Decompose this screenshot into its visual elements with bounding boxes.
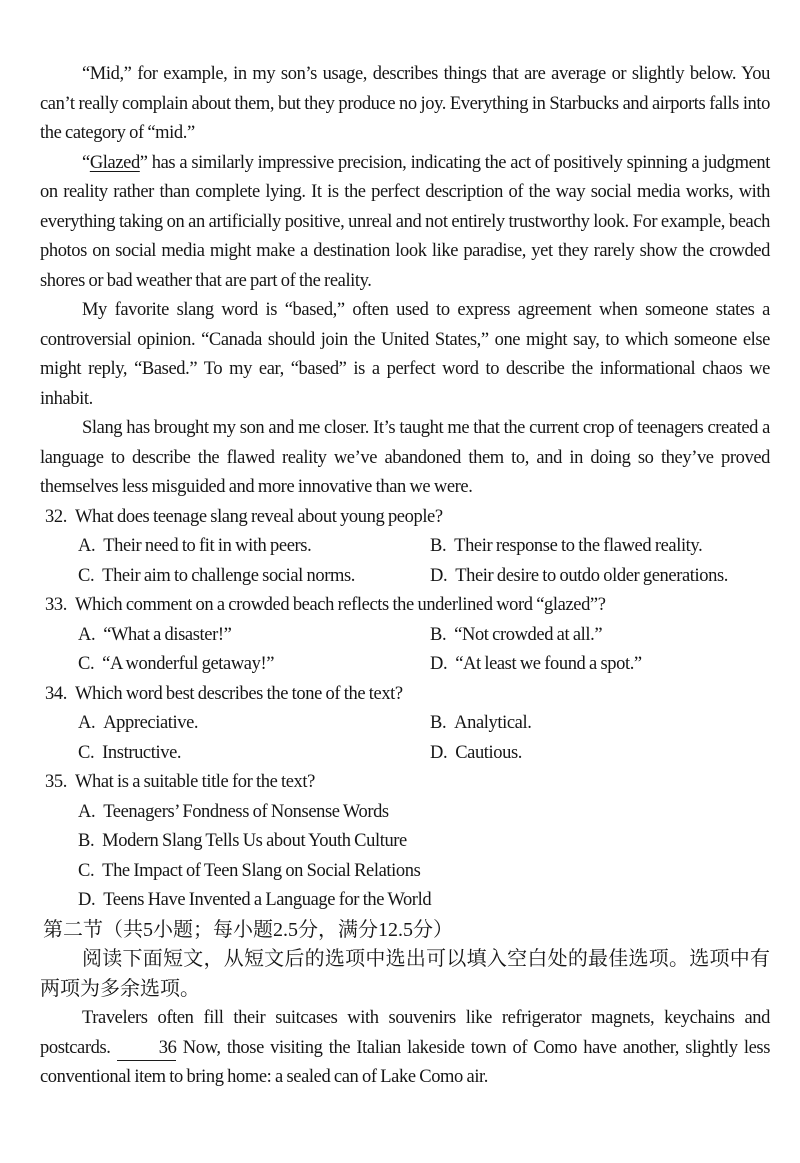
- paragraph-before-blank: Travelers often fill their suitcases with souvenirs like refrigerator magnets, keychains and postcards.: [40, 1008, 770, 1058]
- option-35-d: D. Teens Have Invented a Language for the World: [78, 890, 432, 910]
- question-32-number: 32.: [45, 506, 67, 527]
- passage-paragraph-1: “Mid,” for example, in my son’s usage, describes things that are average or slightly below. You can’t really complain about them, but they produce no joy. Everything in Starbucks and airports falls into the category of “mid.”: [40, 64, 770, 143]
- passage-paragraph-4: Slang has brought my son and me closer. It’s taught me that the current crop of teenagers created a language to describe the flawed reality we’ve abandoned them to, and in doing so they’ve proved themselves less misguided and more innovative than we were.: [40, 418, 770, 497]
- quote-open: “: [82, 152, 90, 173]
- option-34-a: A. Appreciative.: [78, 713, 199, 733]
- question-34: [40, 680, 770, 769]
- option-33-b: B. “Not crowded at all.”: [430, 624, 603, 645]
- question-33-stem: [45, 591, 770, 621]
- question-34-text: Which word best describes the tone of the text?: [74, 683, 403, 704]
- question-33: [40, 591, 770, 680]
- paragraph-after-blank: Now, those visiting the Italian lakeside town of Como have another, slightly less conventional item to bring home: a sealed can of Lake Como air.: [40, 1037, 770, 1087]
- blank-36: 36: [117, 1036, 177, 1061]
- passage-paragraph-3: My favorite slang word is “based,” often used to express agreement when someone states a controversial opinion. “Canada should join the United States,” one might say, to which someone else might reply, “Based.” To my ear, “based” is a perfect word to describe the informational chaos we inhabit.: [40, 300, 770, 409]
- option-35-c: C. The Impact of Teen Slang on Social Relations: [78, 860, 421, 881]
- section-2-paragraph: [40, 1004, 770, 1093]
- question-35: [40, 768, 770, 916]
- option-34-d: D. Cautious.: [430, 742, 522, 763]
- paragraph-2-body: ” has a similarly impressive precision, indicating the act of positively spinning a judgment on reality rather than complete lying. It is the perfect description of the way social media works, with everything taking on an artificially positive, unreal and not entirely trustworthy look. For example, beach photos on social media might make a destination look like paradise, yet they rarely show the crowded shores or bad weather that are part of the reality.: [40, 152, 770, 291]
- question-35-stem: [45, 768, 770, 798]
- passage-paragraph-2: [40, 149, 770, 297]
- section-2: [40, 916, 770, 1093]
- question-32-text: What does teenage slang reveal about young people?: [74, 506, 443, 527]
- option-33-a: A. “What a disaster!”: [78, 624, 232, 645]
- question-32-stem: [45, 503, 770, 533]
- option-34-c: C. Instructive.: [78, 742, 182, 763]
- option-34-b: B. Analytical.: [430, 713, 532, 733]
- option-32-d: D. Their desire to outdo older generations.: [430, 565, 728, 586]
- underlined-word-glazed: Glazed: [89, 152, 140, 173]
- section-2-instructions: 阅读下面短文，从短文后的选项中选出可以填入空白处的最佳选项。选项中有两项为多余选项。: [40, 948, 770, 1000]
- question-34-stem: [45, 680, 770, 710]
- question-35-text: What is a suitable title for the text?: [74, 772, 315, 792]
- option-33-d: D. “At least we found a spot.”: [430, 654, 642, 674]
- option-33-c: C. “A wonderful getaway!”: [78, 654, 275, 674]
- option-32-b: B. Their response to the flawed reality.: [430, 536, 703, 556]
- question-32: [40, 503, 770, 592]
- option-32-c: C. Their aim to challenge social norms.: [78, 565, 355, 586]
- question-34-number: 34.: [45, 683, 67, 704]
- question-35-number: 35.: [45, 772, 67, 792]
- reading-passage: [40, 60, 770, 503]
- option-35-b: B. Modern Slang Tells Us about Youth Culture: [78, 831, 407, 851]
- question-33-number: 33.: [45, 595, 67, 615]
- option-32-a: A. Their need to fit in with peers.: [78, 536, 312, 556]
- option-35-a: A. Teenagers’ Fondness of Nonsense Words: [78, 801, 389, 822]
- section-2-heading: 第二节（共5小题；每小题2.5分，满分12.5分）: [43, 918, 453, 941]
- question-33-text: Which comment on a crowded beach reflects the underlined word “glazed”?: [74, 595, 606, 615]
